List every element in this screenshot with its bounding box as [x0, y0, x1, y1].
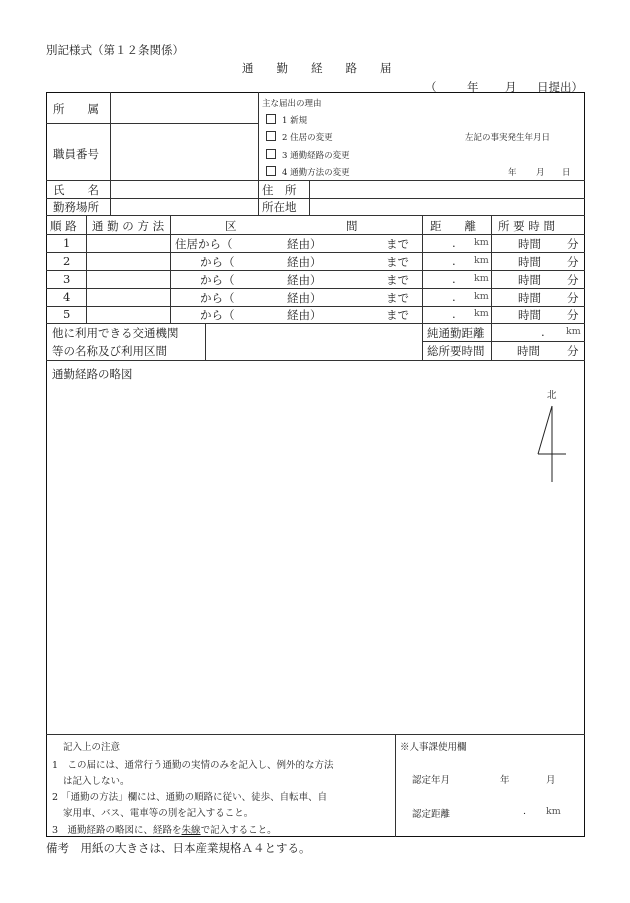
section-header-right: 間 [346, 219, 358, 233]
approved-distance-dot: . [523, 806, 527, 817]
net-distance-unit: km [566, 326, 581, 337]
section-header-left: 区 [225, 219, 237, 233]
staff-number-label: 職員番号 [53, 147, 99, 161]
address-label: 住 所 [262, 183, 297, 197]
route-to: まで [386, 291, 409, 305]
route-minutes-label: 分 [567, 273, 579, 287]
route-method-field[interactable] [88, 271, 168, 287]
other-transport-field[interactable] [207, 325, 420, 358]
route-hours-label: 時間 [518, 308, 541, 322]
route-via: 経由） [287, 273, 322, 287]
total-minutes-label: 分 [567, 344, 579, 358]
route-order-number: 5 [63, 307, 71, 321]
location-label: 所在地 [262, 200, 297, 214]
route-to: まで [386, 255, 409, 269]
dept-label: 所 属 [53, 102, 99, 116]
workplace-field[interactable] [112, 199, 256, 214]
approved-year-label: 年 [500, 775, 510, 786]
checkbox-icon [266, 114, 276, 124]
route-to: まで [386, 273, 409, 287]
total-hours-label: 時間 [517, 344, 540, 358]
approved-date-label: 認定年月 [412, 775, 451, 786]
form-title: 通 勤 経 路 届 [242, 61, 392, 75]
route-to: まで [386, 237, 409, 251]
checkbox-icon [266, 166, 276, 176]
note-3: 3 通勤経路の略図に、経路を朱線で記入すること。 [52, 825, 277, 836]
route-method-field[interactable] [88, 289, 168, 305]
route-minutes-label: 分 [567, 237, 579, 251]
route-minutes-label: 分 [567, 291, 579, 305]
distance-header: 距 離 [430, 219, 476, 233]
event-date-label: 左記の事実発生年月日 [465, 133, 551, 143]
route-distance-unit: km [474, 291, 489, 302]
route-from: から（ [200, 291, 235, 305]
route-method-field[interactable] [88, 235, 168, 251]
route-via: 経由） [287, 237, 322, 251]
time-header: 所 要 時 間 [498, 219, 555, 233]
order-header: 順 路 [50, 219, 77, 233]
name-field[interactable] [112, 181, 256, 197]
route-order-number: 2 [63, 254, 71, 268]
route-from: 住居から（ [175, 237, 233, 251]
footer-remark: 備考 用紙の大きさは、日本産業規格Ａ４とする。 [46, 841, 311, 855]
route-distance-dot: . [452, 307, 456, 321]
route-from: から（ [200, 255, 235, 269]
route-map-area[interactable] [48, 382, 583, 732]
reason-option-address-change[interactable]: 2 住居の変更 [266, 131, 333, 143]
address-field[interactable] [311, 181, 583, 197]
staff-number-field[interactable] [112, 125, 256, 178]
route-distance-dot: . [452, 290, 456, 304]
total-time-label: 総所要時間 [427, 344, 485, 358]
route-hours-label: 時間 [518, 291, 541, 305]
route-minutes-label: 分 [567, 255, 579, 269]
route-to: まで [386, 308, 409, 322]
route-minutes-label: 分 [567, 308, 579, 322]
note-3-emphasis: 朱線 [181, 825, 201, 836]
notes-heading: 記入上の注意 [63, 742, 121, 753]
reason-option-new[interactable]: 1 新規 [266, 114, 307, 126]
route-distance-unit: km [474, 273, 489, 284]
route-via: 経由） [287, 308, 322, 322]
route-from: から（ [200, 273, 235, 287]
reason-heading: 主な届出の理由 [262, 99, 322, 109]
note-2-line1: 2 「通勤の方法」欄には、通勤の順路に従い、徒歩、自転車、自 [52, 792, 328, 803]
hr-box-heading: ※人事課使用欄 [400, 742, 467, 753]
route-distance-dot: . [452, 236, 456, 250]
checkbox-icon [266, 149, 276, 159]
route-distance-dot: . [452, 254, 456, 268]
reason-option-method-change[interactable]: 4 通勤方法の変更 [266, 166, 350, 178]
route-order-number: 3 [63, 272, 71, 286]
route-order-number: 4 [63, 290, 71, 304]
method-header: 通 勤 の 方 法 [92, 219, 165, 233]
north-arrow-icon [534, 402, 570, 486]
approved-distance-label: 認定距離 [412, 809, 451, 820]
location-field[interactable] [311, 199, 583, 214]
approved-distance-unit: km [546, 806, 561, 817]
route-method-field[interactable] [88, 306, 168, 322]
date-month-label: 月 [505, 80, 517, 94]
route-distance-dot: . [452, 272, 456, 286]
route-via: 経由） [287, 255, 322, 269]
reason-option-route-change[interactable]: 3 通勤経路の変更 [266, 149, 350, 161]
date-submitted-label: 日提出） [537, 80, 583, 94]
workplace-label: 勤務場所 [53, 200, 99, 214]
event-date-month: 月 [536, 168, 545, 178]
name-label: 氏 名 [53, 183, 99, 197]
route-method-field[interactable] [88, 253, 168, 269]
note-2-line2: 家用車、バス、電車等の別を記入すること。 [63, 808, 254, 819]
route-distance-unit: km [474, 308, 489, 319]
route-map-label: 通勤経路の略図 [52, 367, 133, 381]
note-1-line2: は記入しない。 [63, 776, 130, 787]
route-from: から（ [200, 308, 235, 322]
route-distance-unit: km [474, 237, 489, 248]
dept-field[interactable] [112, 94, 256, 121]
route-hours-label: 時間 [518, 273, 541, 287]
event-date-year: 年 [508, 168, 517, 178]
route-distance-unit: km [474, 255, 489, 266]
approved-month-label: 月 [546, 775, 556, 786]
date-year-label: 年 [467, 80, 479, 94]
route-hours-label: 時間 [518, 255, 541, 269]
net-distance-dot: . [541, 325, 545, 339]
checkbox-icon [266, 131, 276, 141]
route-via: 経由） [287, 291, 322, 305]
other-transport-label-line2: 等の名称及び利用区間 [52, 344, 167, 358]
note-1-line1: 1 この届には、通常行う通勤の実情のみを記入し、例外的な方法 [52, 760, 334, 771]
form-reference: 別記様式（第１２条関係） [46, 43, 184, 57]
route-order-number: 1 [63, 236, 71, 250]
date-paren-open: （ [425, 80, 437, 94]
north-label: 北 [547, 390, 557, 401]
other-transport-label-line1: 他に利用できる交通機関 [52, 326, 179, 340]
net-distance-label: 純通勤距離 [427, 326, 485, 340]
event-date-day: 日 [562, 168, 571, 178]
route-hours-label: 時間 [518, 237, 541, 251]
